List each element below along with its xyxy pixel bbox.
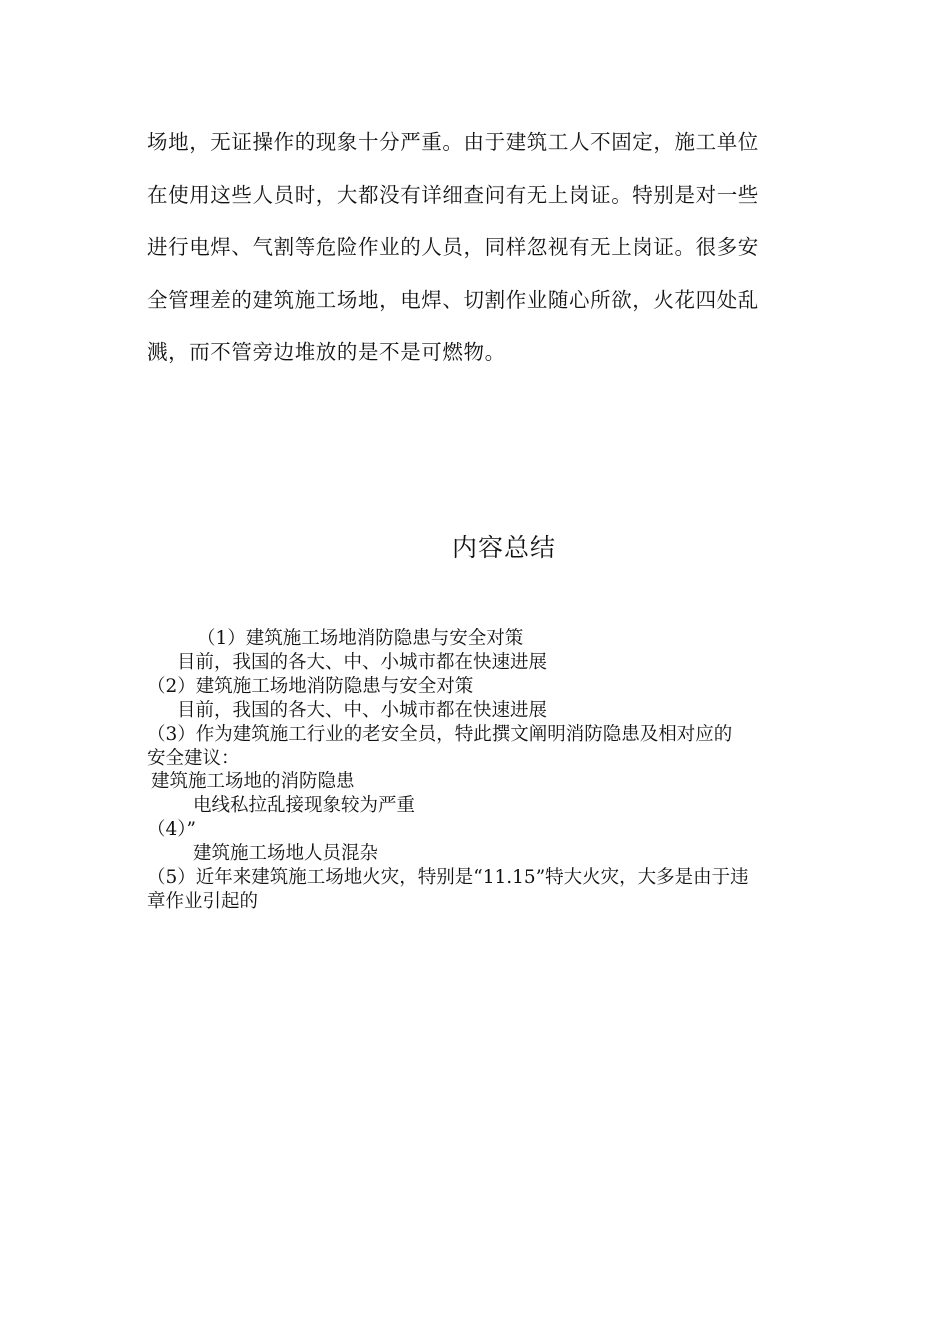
summary-line: 建筑施工场地人员混杂 (193, 843, 379, 865)
summary-line: 章作业引起的 (147, 890, 259, 912)
summary-section (147, 627, 807, 914)
paragraph-line: 场地，无证操作的现象十分严重。由于建筑工人不固定，施工单位 (147, 130, 759, 154)
summary-line: （4）” (147, 819, 196, 841)
summary-line: （1）建筑施工场地消防隐患与安全对策 (197, 628, 524, 649)
paragraph-line: 进行电焊、气割等危险作业的人员，同样忽视有无上岗证。很多安 (147, 235, 759, 259)
summary-line: 建筑施工场地的消防隐患 (151, 771, 355, 793)
paragraph-line: 在使用这些人员时，大都没有详细查问有无上岗证。特别是对一些 (147, 182, 759, 207)
summary-line: 目前，我国的各大、中、小城市都在快速进展 (177, 699, 548, 721)
summary-line: 安全建议： (147, 747, 240, 769)
paragraph-line: 全管理差的建筑施工场地，电焊、切割作业随心所欲，火花四处乱 (147, 287, 759, 312)
summary-line: （2）建筑施工场地消防隐患与安全对策 (147, 675, 474, 697)
summary-line: 电线私拉乱接现象较为严重 (193, 795, 416, 817)
summary-line: （5）近年来建筑施工场地火灾，特别是“11.15”特大火灾，大多是由于违 (147, 867, 749, 889)
body-paragraph (147, 116, 807, 379)
summary-line: （3）作为建筑施工行业的老安全员，特此撰文阐明消防隐患及相对应的 (147, 723, 733, 745)
summary-title: 内容总结 (451, 533, 556, 562)
summary-line: 目前，我国的各大、中、小城市都在快速进展 (177, 651, 548, 673)
paragraph-line: 溅，而不管旁边堆放的是不是可燃物。 (147, 340, 506, 364)
